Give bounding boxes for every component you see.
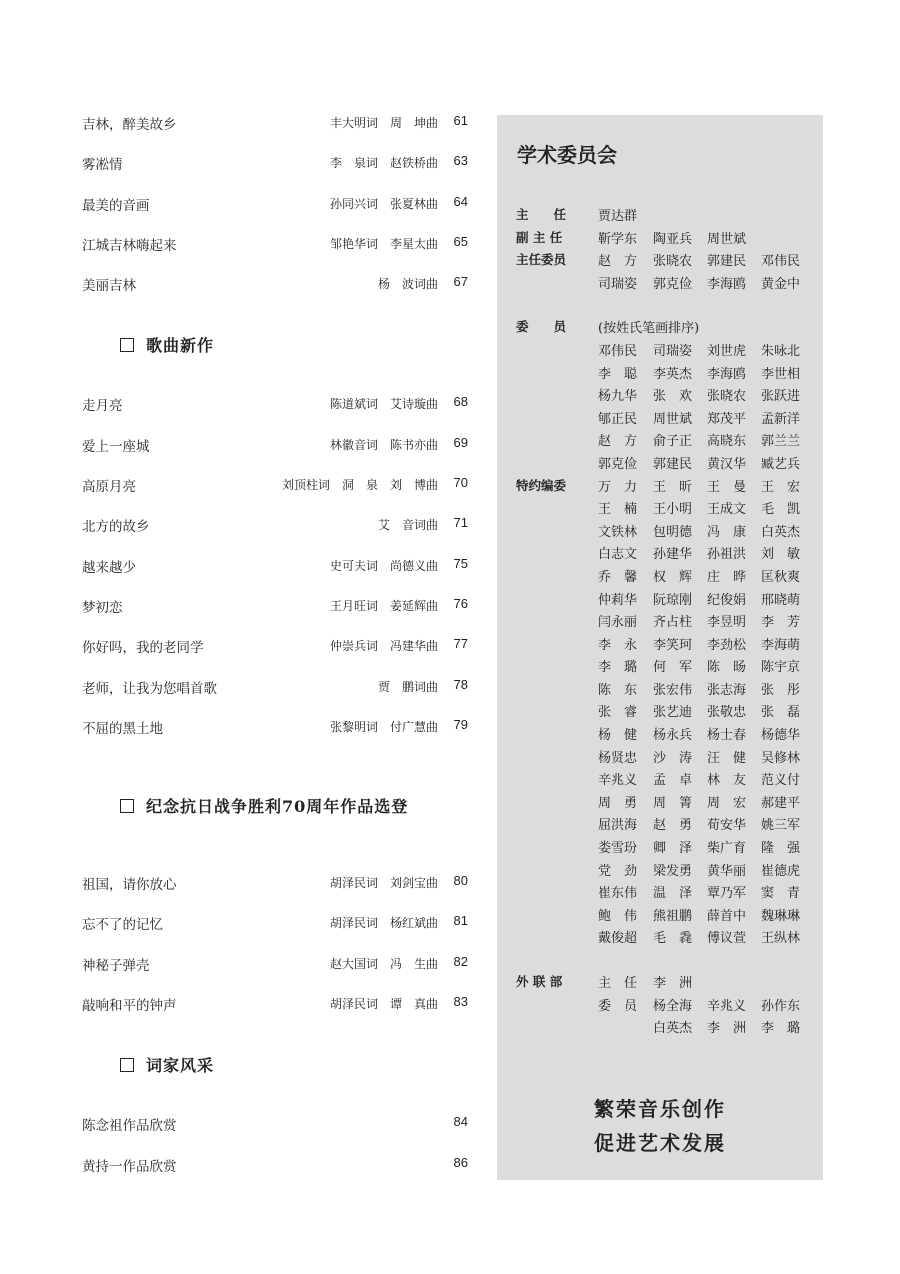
entry-title: 神秘子弹壳 [82,957,150,974]
entry-page: 80 [453,873,468,889]
toc-entry [82,949,468,989]
member-name: 周 宏 [707,795,747,811]
role-label: 主任委员 [516,252,567,268]
member-name: 周 勇 [598,795,638,811]
member-name: 周世斌 [707,231,747,247]
toc-group-1 [82,108,468,309]
member-name: 沙 涛 [653,750,693,766]
member-name: 白英杰 [653,1021,693,1037]
section-title: 纪念抗日战争胜利70周年作品选登 [146,797,409,817]
member-name: 黄金中 [761,276,801,292]
member-name: 杨士春 [707,728,747,744]
section-title: 歌曲新作 [146,336,215,356]
member-name: 阮琼刚 [653,592,693,608]
toc-group-4 [82,1109,468,1190]
toc-entry [82,229,468,269]
member-name: 熊祖鹏 [653,908,693,924]
member-name: 庄 晔 [707,569,747,585]
member-name: 郭建民 [653,456,693,472]
role-label: 特约编委 [516,477,567,493]
member-name: 杨永兵 [653,728,693,744]
toc-entry [82,672,468,712]
checkbox-square-icon [120,338,134,352]
member-name: 郇正民 [598,411,638,427]
member-name: 李 洲 [653,976,693,991]
entry-title: 你好吗，我的老同学 [82,640,204,657]
member-name: 乔 馨 [598,569,638,585]
member-name: 司瑞姿 [653,343,693,359]
member-name: 辛兆义 [707,998,747,1014]
member-name: 黄华丽 [707,863,747,879]
member-name: 李昱明 [707,615,747,631]
member-name: 权 辉 [653,569,693,585]
ordering-note: (按姓氏笔画排序) [598,321,700,337]
member-name: 陶亚兵 [653,231,693,247]
member-name: 崔德虎 [761,863,801,879]
entry-page: 68 [453,394,468,410]
member-name: 覃乃军 [707,886,747,902]
member-name: 司瑞姿 [598,276,638,292]
entry-title: 敲响和平的钟声 [82,998,177,1015]
entry-title: 陈念祖作品欣赏 [82,1118,177,1135]
member-name: 郑茂平 [707,411,747,427]
toc-entry [82,470,468,510]
entry-title: 北方的故乡 [82,519,150,536]
entry-title: 高原月亮 [82,479,136,496]
toc-entry [82,108,468,148]
section-heading [82,786,468,834]
role-label: 副 主 任 [516,229,563,245]
member-name: 毛 凯 [761,502,801,518]
member-name: 高晓东 [707,434,747,450]
entry-title: 不屈的黑土地 [82,720,163,737]
member-name: 王小明 [653,502,693,518]
member-name: 王 曼 [707,479,747,495]
role-title: 委 员 [598,998,638,1014]
member-name: 吴修林 [761,750,801,766]
entry-page: 64 [453,193,468,209]
member-name: 仲莉华 [598,592,638,608]
member-name: 郭克俭 [598,456,638,472]
entry-credits: 仲崇兵词 冯建华曲 [329,639,438,654]
entry-page: 78 [453,676,468,692]
entry-title: 忘不了的记忆 [82,917,163,934]
toc-group-2 [82,389,468,752]
member-name: 张晓农 [707,389,747,405]
member-name: 朱咏北 [761,343,801,359]
member-name: 李海萌 [761,637,801,653]
toc-entry [82,712,468,752]
toc-entry [82,148,468,188]
member-name: 林 友 [707,773,747,789]
member-name: 崔东伟 [598,886,638,902]
member-name: 温 泽 [653,886,693,902]
toc-entry [82,591,468,631]
member-name: 贾达群 [598,209,638,224]
entry-credits: 艾 音词曲 [377,518,438,533]
member-name: 文铁林 [598,524,638,540]
member-name: 魏琳琳 [761,908,801,924]
member-name: 郭建民 [707,254,747,270]
member-name: 匡秋爽 [761,569,801,585]
member-name: 李 芳 [761,615,801,631]
member-name: 李 聪 [598,366,638,382]
member-name: 薛首中 [707,908,747,924]
checkbox-square-icon [120,1058,134,1072]
member-name: 王 楠 [598,502,638,518]
entry-title: 美丽吉林 [82,278,136,295]
role-label: 主 任 [516,207,567,222]
member-name: 张志海 [707,682,747,698]
member-name: 张 磊 [761,705,801,721]
member-name: 陈 旸 [707,660,747,676]
motto-line-2: 促进艺术发展 [594,1131,726,1155]
member-name: 刘 敏 [761,547,801,563]
member-name: 李劲松 [707,637,747,653]
entry-page: 65 [453,233,468,249]
member-name: 周 箐 [653,795,693,811]
entry-page: 86 [453,1154,468,1170]
member-name: 孙祖洪 [707,547,747,563]
toc-entry [82,551,468,591]
member-name: 杨 健 [598,728,638,744]
entry-credits: 贾 鹏词曲 [377,679,438,694]
member-name: 邢晓萌 [761,592,801,608]
toc-entry [82,269,468,309]
entry-credits: 李 泉词 赵铁桥曲 [329,156,438,171]
member-name: 郭克俭 [653,276,693,292]
member-name: 纪俊娟 [707,592,747,608]
motto-line-1: 繁荣音乐创作 [594,1097,726,1121]
entry-title: 吉林，醉美故乡 [82,117,177,133]
entry-title: 最美的音画 [82,197,150,214]
table-of-contents [82,108,468,1190]
member-name: 包明德 [653,524,693,540]
member-name: 郝建平 [761,795,801,811]
member-name: 杨全海 [653,998,693,1014]
entry-credits: 胡泽民词 谭 真曲 [329,997,438,1012]
member-name: 刘世虎 [707,343,747,359]
member-name: 汪 健 [707,750,747,766]
toc-entry [82,510,468,550]
member-name: 张跃进 [761,389,801,405]
section-title: 词家风采 [146,1056,215,1076]
member-name: 范义付 [761,773,801,789]
entry-credits: 孙同兴词 张夏林曲 [329,196,438,211]
entry-page: 67 [453,274,468,290]
member-name: 王纵林 [761,931,801,947]
member-name: 张宏伟 [653,682,693,698]
member-name: 陈 东 [598,682,638,698]
entry-page: 76 [453,595,468,611]
entry-credits: 林徽音词 陈书亦曲 [329,437,438,452]
toc-entry [82,631,468,671]
entry-credits: 张黎明词 付广慧曲 [329,719,438,734]
entry-credits: 史可夫词 尚德义曲 [329,558,438,573]
member-name: 毛 毳 [653,931,693,947]
member-name: 娄雪玢 [598,841,638,857]
entry-page: 70 [453,475,468,491]
entry-title: 黄持一作品欣赏 [82,1158,177,1175]
member-name: 李 永 [598,637,638,653]
entry-page: 82 [453,953,468,969]
toc-entry [82,189,468,229]
member-name: 赵 勇 [653,818,693,834]
member-name: 齐占柱 [653,615,693,631]
member-name: 姚三军 [761,818,801,834]
member-name: 俞子正 [653,434,693,450]
member-name: 孙建华 [653,547,693,563]
entry-title: 祖国，请你放心 [82,877,177,894]
member-name: 张晓农 [653,254,693,270]
member-name: 周世斌 [653,411,693,427]
member-name: 靳学东 [598,231,638,247]
member-name: 赵 方 [598,254,638,270]
member-name: 孟 卓 [653,773,693,789]
entry-title: 老师，让我为您唱首歌 [82,680,217,697]
entry-title: 雾凇情 [82,157,123,174]
member-name: 何 军 [653,660,693,676]
member-name: 鲍 伟 [598,908,638,924]
entry-page: 79 [453,716,468,732]
toc-entry [82,389,468,429]
member-name: 孙作东 [761,998,801,1014]
entry-page: 61 [453,113,468,128]
member-name: 李 璐 [598,660,638,676]
toc-group-3 [82,868,468,1029]
toc-entry [82,908,468,948]
member-name: 陈宇京 [761,660,801,676]
member-name: 郭兰兰 [761,434,801,450]
entry-credits: 邹艳华词 李星太曲 [329,236,438,251]
entry-credits: 胡泽民词 刘剑宝曲 [329,876,438,891]
section-heading [82,325,468,373]
toc-entry [82,989,468,1029]
toc-entry [82,1150,468,1190]
member-name: 张艺迪 [653,705,693,721]
entry-page: 75 [453,555,468,571]
entry-credits: 刘顶柱词 洞 泉 刘 博曲 [281,478,438,493]
member-name: 梁发勇 [653,863,693,879]
checkbox-square-icon [120,799,134,813]
member-name: 李英杰 [653,366,693,382]
member-name: 白英杰 [761,524,801,540]
member-name: 李世相 [761,366,801,382]
entry-title: 爱上一座城 [82,438,150,455]
member-name: 李海鸥 [707,276,747,292]
member-name: 闫永丽 [598,615,638,631]
entry-credits: 胡泽民词 杨红斌曲 [329,916,438,931]
member-name: 傅议萱 [707,931,747,947]
entry-page: 63 [453,153,468,169]
member-name: 党 劲 [598,863,638,879]
member-name: 张敬忠 [707,705,747,721]
member-name: 王 宏 [761,479,801,495]
toc-entry [82,868,468,908]
member-name: 白志文 [598,547,638,563]
panel-title: 学术委员会 [517,143,617,167]
member-name: 张 欢 [653,389,693,405]
entry-credits: 丰大明词 周 坤曲 [329,116,438,130]
member-name: 卿 泽 [653,841,693,857]
academic-committee-panel [497,115,823,1180]
entry-credits: 王月旺词 姜延辉曲 [329,598,438,613]
member-name: 杨德华 [761,728,801,744]
role-label: 外 联 部 [516,974,563,989]
entry-page: 83 [453,994,468,1010]
entry-title: 江城吉林嗨起来 [82,237,177,254]
entry-credits: 杨 波词曲 [377,277,438,292]
entry-page: 81 [453,913,468,929]
member-name: 王成文 [707,502,747,518]
entry-title: 梦初恋 [82,599,123,616]
entry-page: 77 [453,636,468,652]
member-name: 戴俊超 [598,931,638,947]
member-name: 柴广育 [707,841,747,857]
member-name: 屈洪海 [598,818,638,834]
role-label: 委 员 [516,319,567,335]
entry-page: 71 [453,515,468,531]
member-name: 邓伟民 [761,254,801,270]
member-name: 孟新洋 [761,411,801,427]
member-name: 赵 方 [598,434,638,450]
member-name: 杨九华 [598,389,638,405]
entry-page: 69 [453,434,468,450]
member-name: 张 睿 [598,705,638,721]
member-name: 杨贤忠 [598,750,638,766]
entry-page: 84 [453,1114,468,1130]
entry-credits: 陈道斌词 艾诗璇曲 [329,397,438,412]
member-name: 李笑珂 [653,637,693,653]
toc-entry [82,1109,468,1149]
member-name: 荀安华 [707,818,747,834]
entry-title: 越来越少 [82,559,136,576]
member-name: 李 璐 [761,1021,801,1037]
member-name: 臧艺兵 [761,456,801,472]
member-name: 黄汉华 [707,456,747,472]
section-heading [82,1045,468,1093]
member-name: 窦 青 [761,886,801,902]
member-name: 王 昕 [653,479,693,495]
toc-entry [82,430,468,470]
entry-credits: 赵大国词 冯 生曲 [329,956,438,971]
member-name: 邓伟民 [598,343,638,359]
member-name: 张 彤 [761,682,801,698]
member-name: 辛兆义 [598,773,638,789]
role-title: 主 任 [598,976,638,991]
member-name: 隆 强 [761,841,801,857]
member-name: 万 力 [598,479,638,495]
member-name: 李 洲 [707,1021,747,1037]
member-name: 冯 康 [707,524,747,540]
entry-title: 走月亮 [82,398,123,415]
member-name: 李海鸥 [707,366,747,382]
